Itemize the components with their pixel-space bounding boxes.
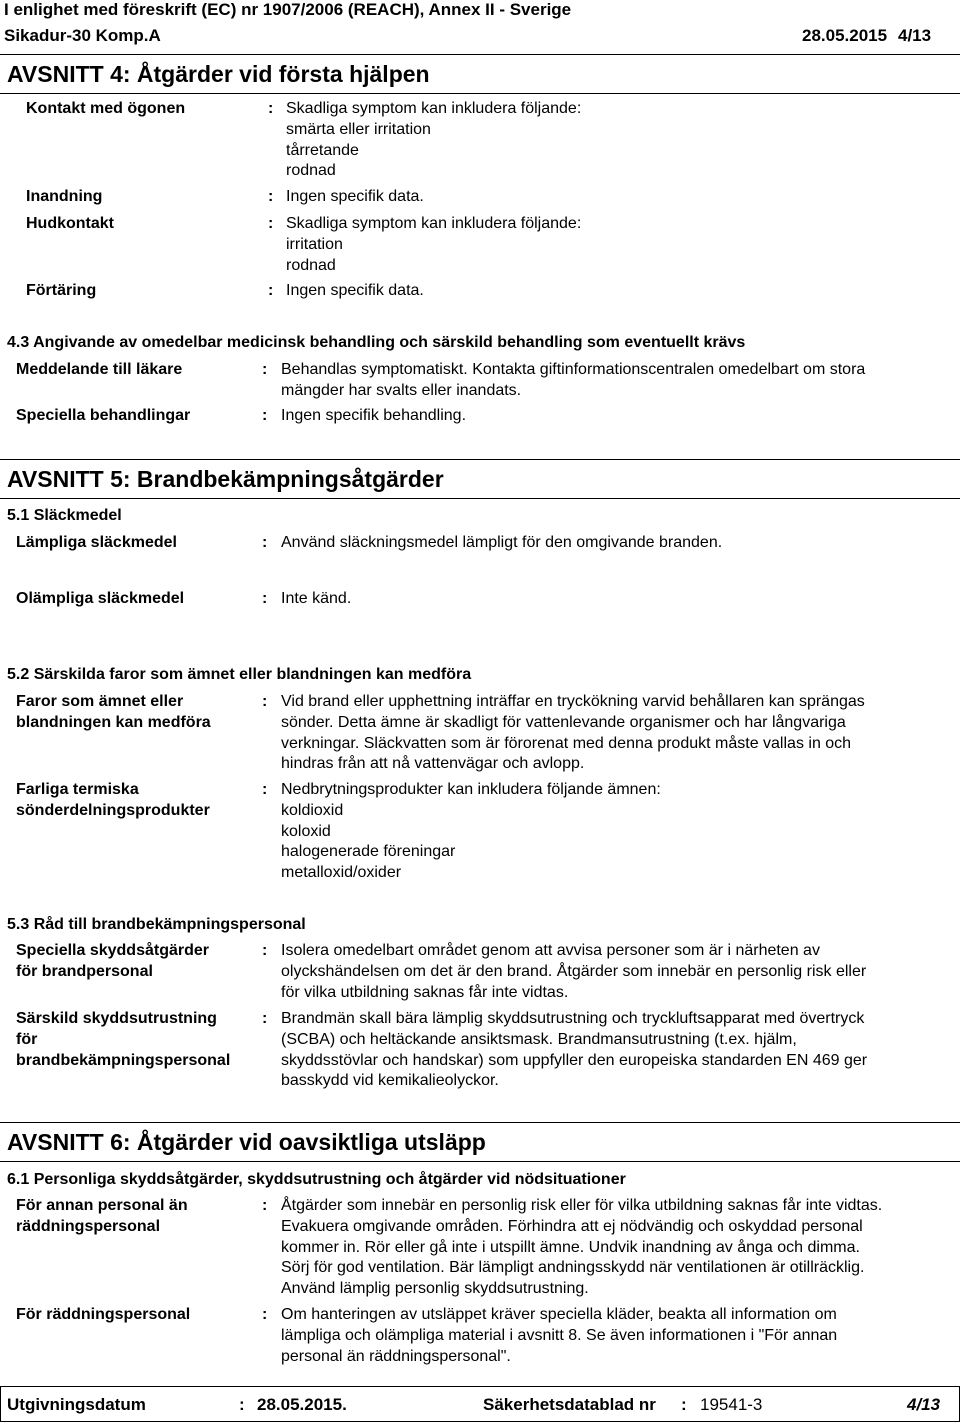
thermal-products-value: Nedbrytningsprodukter kan inkludera följande ämnen: koldioxid koloxid halogenerade föreningar metalloxid/oxider — [281, 781, 661, 882]
non-emergency-value: Åtgärder som innebär en personlig risk eller för vilka utbildning saknas får inte vidtas. Evakuera omgivande områden. Förhindra att ej nödvändig och oskyddad personal kommer in. Rör eller gå inte i utspillt ämne. Undvik inandning av ånga och dimma. Sörj för god ventilation. Bär lämpligt andningsskydd när ventilationen är otillräcklig. Använd lämplig personlig skyddsutrustning. — [281, 1197, 883, 1298]
colon: : — [268, 188, 274, 205]
colon: : — [262, 942, 268, 959]
section-6-header — [0, 1122, 960, 1162]
section-4-header — [0, 54, 960, 94]
suitable-media-value: Använd släckningsmedel lämpligt för den omgivande branden. — [281, 534, 723, 551]
section-6-title: AVSNITT 6: Åtgärder vid oavsiktliga utsläpp — [7, 1129, 486, 1155]
ingestion-label: Förtäring — [26, 282, 97, 299]
colon: : — [268, 215, 274, 232]
protective-equipment-value: Brandmän skall bära lämplig skyddsutrustning och tryckluftsapparat med övertryck (SCBA) och heltäckande ansiktsmask. Brandmansutrustning (t.ex. hjälm, skyddsstövlar och handskar) som uppfyller den europeiska standarden EN 469 ger basskydd vid kemikalieolyckor. — [281, 1010, 868, 1090]
unsuitable-media-value: Inte känd. — [281, 590, 352, 607]
hazards-label: Faror som ämnet eller blandningen kan medföra — [16, 693, 211, 731]
product-name: Sikadur-30 Komp.A — [4, 26, 161, 45]
emergency-value: Om hanteringen av utsläppet kräver speciella kläder, beakta all information om lämpliga och olämpliga material i avsnitt 8. Se även informationen i "För annan personal än räddningspersonal". — [281, 1306, 838, 1365]
sds-number-label: Säkerhetsdatablad nr — [483, 1395, 656, 1414]
subsection-4-3: 4.3 Angivande av omedelbar medicinsk behandling och särskild behandling som eventuellt krävs — [7, 334, 746, 351]
inhalation-value: Ingen specifik data. — [286, 188, 424, 205]
subsection-6-1: 6.1 Personliga skyddsåtgärder, skyddsutrustning och åtgärder vid nödsituationer — [7, 1171, 626, 1188]
subsection-5-3: 5.3 Råd till brandbekämpningspersonal — [7, 916, 306, 933]
inhalation-label: Inandning — [26, 188, 103, 205]
subsection-5-1: 5.1 Släckmedel — [7, 507, 122, 524]
protective-measures-label: Speciella skyddsåtgärder för brandpersonal — [16, 942, 209, 980]
unsuitable-media-label: Olämpliga släckmedel — [16, 590, 185, 607]
footer-page: 4/13 — [907, 1395, 941, 1414]
colon: : — [262, 590, 268, 607]
suitable-media-label: Lämpliga släckmedel — [16, 534, 177, 551]
issue-date-label: Utgivningsdatum — [7, 1395, 146, 1414]
section-5-title: AVSNITT 5: Brandbekämpningsåtgärder — [7, 466, 444, 492]
colon: : — [268, 100, 274, 117]
colon: : — [262, 1306, 268, 1323]
section-4-title: AVSNITT 4: Åtgärder vid första hjälpen — [7, 61, 430, 87]
special-treatment-value: Ingen specifik behandling. — [281, 407, 467, 424]
colon: : — [262, 1197, 268, 1214]
subsection-5-2: 5.2 Särskilda faror som ämnet eller blandningen kan medföra — [7, 666, 472, 683]
colon: : — [262, 781, 268, 798]
skin-value: Skadliga symptom kan inkludera följande: irritation rodnad — [286, 215, 582, 274]
header-date: 28.05.2015 — [802, 26, 888, 45]
header-page: 4/13 — [898, 26, 932, 45]
doctor-value: Behandlas symptomatiskt. Kontakta giftinformationscentralen omedelbart om stora mängder har svalts eller inandats. — [281, 361, 866, 399]
ingestion-value: Ingen specifik data. — [286, 282, 424, 299]
colon: : — [262, 693, 268, 710]
sds-number-value: 19541-3 — [700, 1395, 763, 1414]
page-footer — [0, 1386, 960, 1422]
colon: : — [239, 1395, 245, 1414]
skin-label: Hudkontakt — [26, 215, 114, 232]
non-emergency-label: För annan personal än räddningspersonal — [16, 1197, 188, 1235]
colon: : — [262, 407, 268, 424]
special-treatment-label: Speciella behandlingar — [16, 407, 191, 424]
eyes-label: Kontakt med ögonen — [26, 100, 186, 117]
protective-equipment-label: Särskild skyddsutrustning för brandbekämpningspersonal — [16, 1010, 231, 1069]
protective-measures-value: Isolera omedelbart området genom att avvisa personer som är i närheten av olyckshändelsen om det är den brand. Åtgärder som innebär en personlig risk eller för vilka utbildning saknas får inte vidtas. — [281, 942, 867, 1001]
page-header — [0, 0, 960, 50]
doctor-label: Meddelande till läkare — [16, 361, 183, 378]
colon: : — [262, 361, 268, 378]
hazards-value: Vid brand eller upphettning inträffar en tryckökning varvid behållaren kan sprängas sönder. Detta ämne är skadligt för vattenlevande organismer och har långvariga verkningar. Släckvatten som är förorenat med denna produkt måste vallas in och hindras från att nå vattenvägar och avlopp. — [281, 693, 865, 773]
emergency-label: För räddningspersonal — [16, 1306, 191, 1323]
regulation-text: I enlighet med föreskrift (EC) nr 1907/2006 (REACH), Annex II - Sverige — [4, 0, 572, 19]
issue-date-value: 28.05.2015. — [257, 1395, 347, 1414]
colon: : — [262, 534, 268, 551]
section-5-header — [0, 459, 960, 499]
colon: : — [681, 1395, 687, 1414]
colon: : — [262, 1010, 268, 1027]
thermal-products-label: Farliga termiska sönderdelningsprodukter — [16, 781, 210, 819]
eyes-value: Skadliga symptom kan inkludera följande: smärta eller irritation tårretande rodnad — [286, 100, 582, 180]
colon: : — [268, 282, 274, 299]
